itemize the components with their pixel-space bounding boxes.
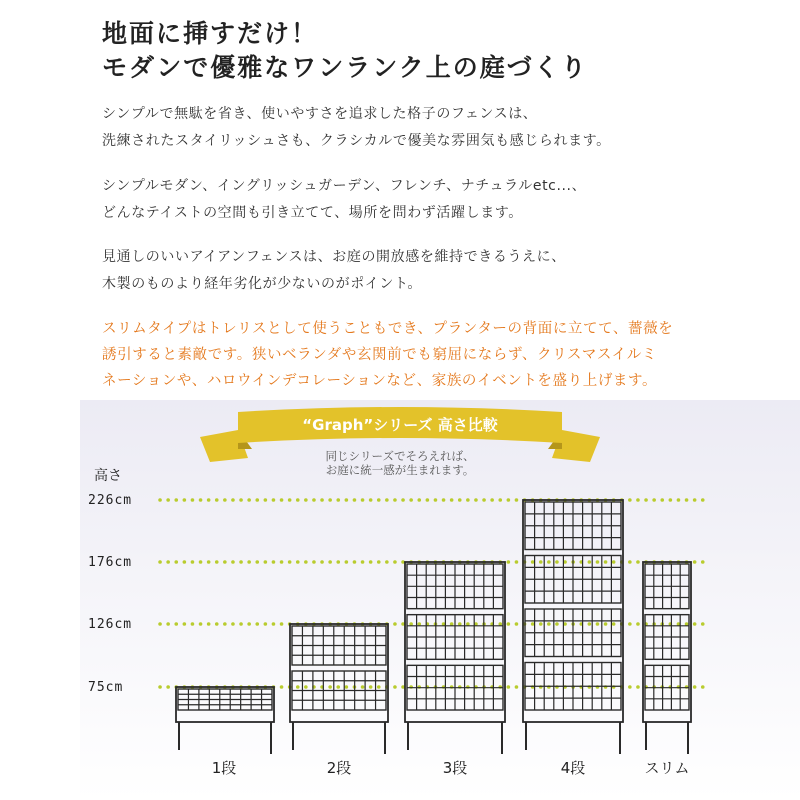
- paragraph-3-line1: 見通しのいいアイアンフェンスは、お庭の開放感を維持できるうえに、: [102, 249, 566, 265]
- paragraph-2-line1: シンプルモダン、イングリッシュガーデン、フレンチ、ナチュラルetc...、: [102, 178, 587, 194]
- fence-frame: [290, 624, 388, 722]
- highlight-line1: スリムタイプはトレリスとして使うこともでき、プランターの背面に立てて、薔薇を: [102, 321, 674, 337]
- paragraph-1-line1: シンプルで無駄を省き、使いやすさを追求した格子のフェンスは、: [102, 106, 538, 122]
- chart-subtitle-line1: 同じシリーズでそろえれば、: [325, 449, 475, 463]
- chart-subtitle-line2: お庭に統一感が生まれます。: [325, 463, 475, 477]
- fence-2: [290, 624, 388, 754]
- fence-3: [405, 562, 505, 754]
- paragraph-1-line2: 洗練されたスタイリッシュさも、クラシカルで優美な雰囲気も感じられます。: [102, 133, 611, 149]
- y-tick-label-75: 75cm: [88, 680, 124, 695]
- headline-line1: 地面に挿すだけ！: [102, 19, 319, 48]
- y-tick-label-176: 176cm: [88, 555, 133, 570]
- fence-1: [176, 687, 274, 754]
- y-tick-labels: [88, 493, 132, 695]
- x-label-3: 3段: [442, 759, 468, 777]
- highlight-line2: 誘引すると素敵です。狭いベランダや玄関前でも窮屈にならず、クリスマスイルミ: [102, 347, 657, 363]
- y-axis-title: 高さ: [94, 468, 122, 484]
- fence-bars: [176, 500, 691, 754]
- x-tick-labels: [212, 759, 690, 777]
- chart-title: “Graph”シリーズ 高さ比較: [302, 416, 498, 434]
- fence-5: [643, 562, 691, 754]
- highlight-line3: ネーションや、ハロウインデコレーションなど、家族のイベントを盛り上げます。: [102, 373, 658, 389]
- x-label-5: スリム: [644, 759, 690, 777]
- x-label-2: 2段: [326, 759, 352, 777]
- y-tick-label-226: 226cm: [88, 493, 133, 508]
- paragraph-2-line2: どんなテイストの空間も引き立てて、場所を問わず活躍します。: [102, 205, 523, 221]
- y-tick-label-126: 126cm: [88, 617, 133, 632]
- x-label-1: 1段: [211, 759, 237, 777]
- paragraph-3-line2: 木製のものより経年劣化が少ないのがポイント。: [102, 276, 422, 292]
- x-label-4: 4段: [560, 759, 586, 777]
- fence-4: [523, 500, 623, 754]
- headline-line2: モダンで優雅なワンランク上の庭づくり: [102, 53, 588, 82]
